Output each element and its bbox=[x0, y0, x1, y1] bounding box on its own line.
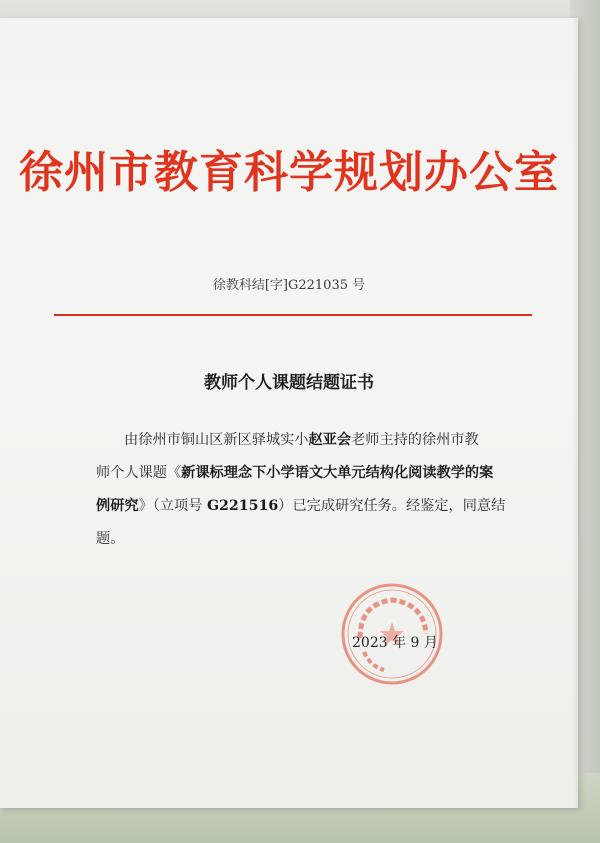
body-text-segment: 师个人课题《 bbox=[96, 465, 182, 481]
body-line-1 bbox=[96, 424, 538, 457]
teacher-name: 赵亚会 bbox=[308, 432, 352, 448]
certificate-title: 教师个人课题结题证书 bbox=[204, 373, 374, 393]
body-line-4: 题。 bbox=[96, 531, 125, 547]
body-line-3 bbox=[96, 490, 538, 523]
body-text-segment: 由徐州市铜山区新区驿城实小 bbox=[124, 432, 309, 448]
body-text-segment: 》（立项号 bbox=[138, 498, 207, 514]
certificate-body bbox=[96, 424, 538, 556]
topic-title-continued: 例研究 bbox=[96, 498, 139, 514]
project-number: G221516 bbox=[206, 498, 279, 514]
issue-date: 2023 年 9 月 bbox=[352, 635, 438, 651]
document-number: 徐教科结[字]G221035 号 bbox=[212, 278, 366, 293]
office-title: 徐州市教育科学规划办公室 bbox=[19, 147, 559, 198]
body-text-segment: ）已完成研究任务。经鉴定，同意结 bbox=[278, 498, 506, 514]
red-divider-line bbox=[54, 314, 532, 316]
body-line-2 bbox=[96, 457, 538, 490]
topic-title: 新课标理念下小学语文大单元结构化阅读教学的案 bbox=[181, 465, 494, 481]
body-text-segment: 老师主持的徐州市教 bbox=[351, 432, 479, 448]
